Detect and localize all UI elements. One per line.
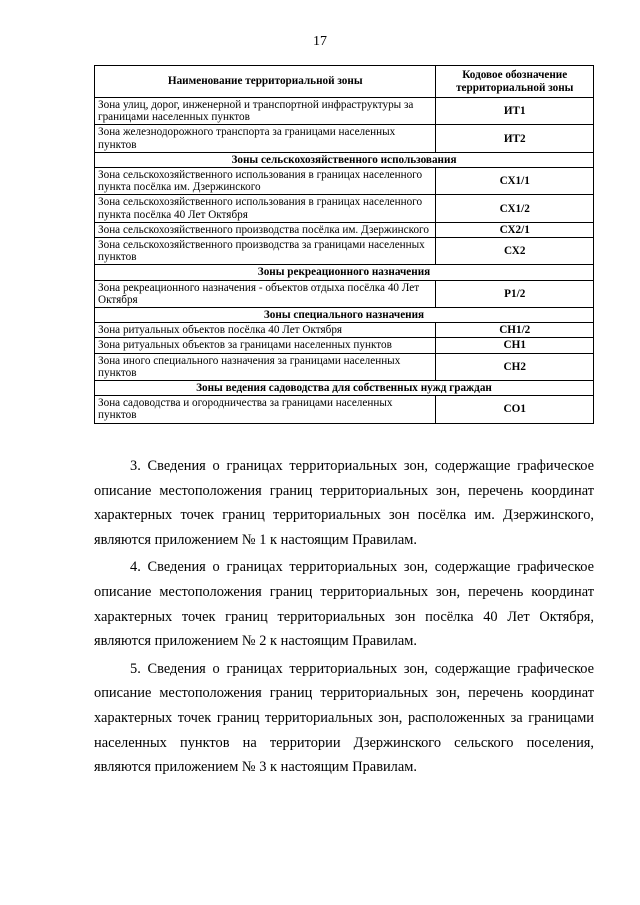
zone-code-cell: СХ1/2 xyxy=(436,195,594,222)
zone-code-cell: СН2 xyxy=(436,353,594,380)
zone-code-cell: СН1/2 xyxy=(436,323,594,338)
table-row xyxy=(95,125,594,152)
zone-name-cell: Зона ритуальных объектов посёлка 40 Лет Октября xyxy=(95,323,436,338)
table-header-row xyxy=(95,66,594,98)
table-row xyxy=(95,353,594,380)
table-row xyxy=(95,222,594,237)
header-zone-name: Наименование территориальной зоны xyxy=(95,66,436,98)
zone-code-cell: СХ2/1 xyxy=(436,222,594,237)
paragraph: 4. Сведения о границах территориальных зон, содержащие графическое описание местоположения границ территориальных зон, перечень координат характерных точек границ территориальных зон посёлка 40 Лет Октября, являются приложением № 2 к настоящим Правилам. xyxy=(94,559,594,650)
table-row xyxy=(95,195,594,222)
section-title: Зоны рекреационного назначения xyxy=(95,265,594,280)
zone-code-cell: ИТ1 xyxy=(436,98,594,125)
table-row xyxy=(95,98,594,125)
zones-table xyxy=(94,65,594,424)
paragraph: 3. Сведения о границах территориальных зон, содержащие графическое описание местоположения границ территориальных зон, перечень координат характерных точек границ территориальных зон посёлка им. Дзержинского, являются приложением № 1 к настоящим Правилам. xyxy=(94,458,594,548)
zone-name-cell: Зона сельскохозяйственного использования в границах населенного пункта посёлка 40 Лет Октября xyxy=(95,195,436,222)
zone-code-cell: СХ2 xyxy=(436,238,594,265)
section-title: Зоны специального назначения xyxy=(95,308,594,323)
table-section-row xyxy=(95,265,594,280)
table-row xyxy=(95,238,594,265)
zone-code-cell: ИТ2 xyxy=(436,125,594,152)
zone-name-cell: Зона сельскохозяйственного производства посёлка им. Дзержинского xyxy=(95,222,436,237)
zone-name-cell: Зона иного специального назначения за границами населенных пунктов xyxy=(95,353,436,380)
table-row xyxy=(95,323,594,338)
zones-table-body xyxy=(95,98,594,424)
zone-code-cell: СО1 xyxy=(436,396,594,423)
zone-name-cell: Зона ритуальных объектов за границами населенных пунктов xyxy=(95,338,436,353)
paragraph: 5. Сведения о границах территориальных зон, содержащие графическое описание местоположения границ территориальных зон, перечень координат характерных точек границ территориальных зон, расположенных за границами населенных пунктов на территории Дзержинского сельского поселения, являются приложением № 3 к настоящим Правилам. xyxy=(94,660,594,776)
zone-name-cell: Зона садоводства и огородничества за границами населенных пунктов xyxy=(95,396,436,423)
section-title: Зоны сельскохозяйственного использования xyxy=(95,152,594,167)
body-paragraphs xyxy=(94,454,594,783)
header-zone-code: Кодовое обозначение территориальной зоны xyxy=(436,66,594,98)
zone-name-cell: Зона сельскохозяйственного использования в границах населенного пункта посёлка им. Дзержинского xyxy=(95,168,436,195)
zone-name-cell: Зона рекреационного назначения - объектов отдыха посёлка 40 Лет Октября xyxy=(95,280,436,307)
zone-name-cell: Зона улиц, дорог, инженерной и транспортной инфраструктуры за границами населенных пунктов xyxy=(95,98,436,125)
table-section-row xyxy=(95,381,594,396)
table-row xyxy=(95,338,594,353)
table-section-row xyxy=(95,152,594,167)
table-row xyxy=(95,396,594,423)
zone-name-cell: Зона сельскохозяйственного производства за границами населенных пунктов xyxy=(95,238,436,265)
zone-code-cell: СН1 xyxy=(436,338,594,353)
table-section-row xyxy=(95,308,594,323)
zone-name-cell: Зона железнодорожного транспорта за границами населенных пунктов xyxy=(95,125,436,152)
page-number: 17 xyxy=(313,34,327,49)
table-row xyxy=(95,168,594,195)
zone-code-cell: СХ1/1 xyxy=(436,168,594,195)
table-row xyxy=(95,280,594,307)
zone-code-cell: Р1/2 xyxy=(436,280,594,307)
section-title: Зоны ведения садоводства для собственных нужд граждан xyxy=(95,381,594,396)
